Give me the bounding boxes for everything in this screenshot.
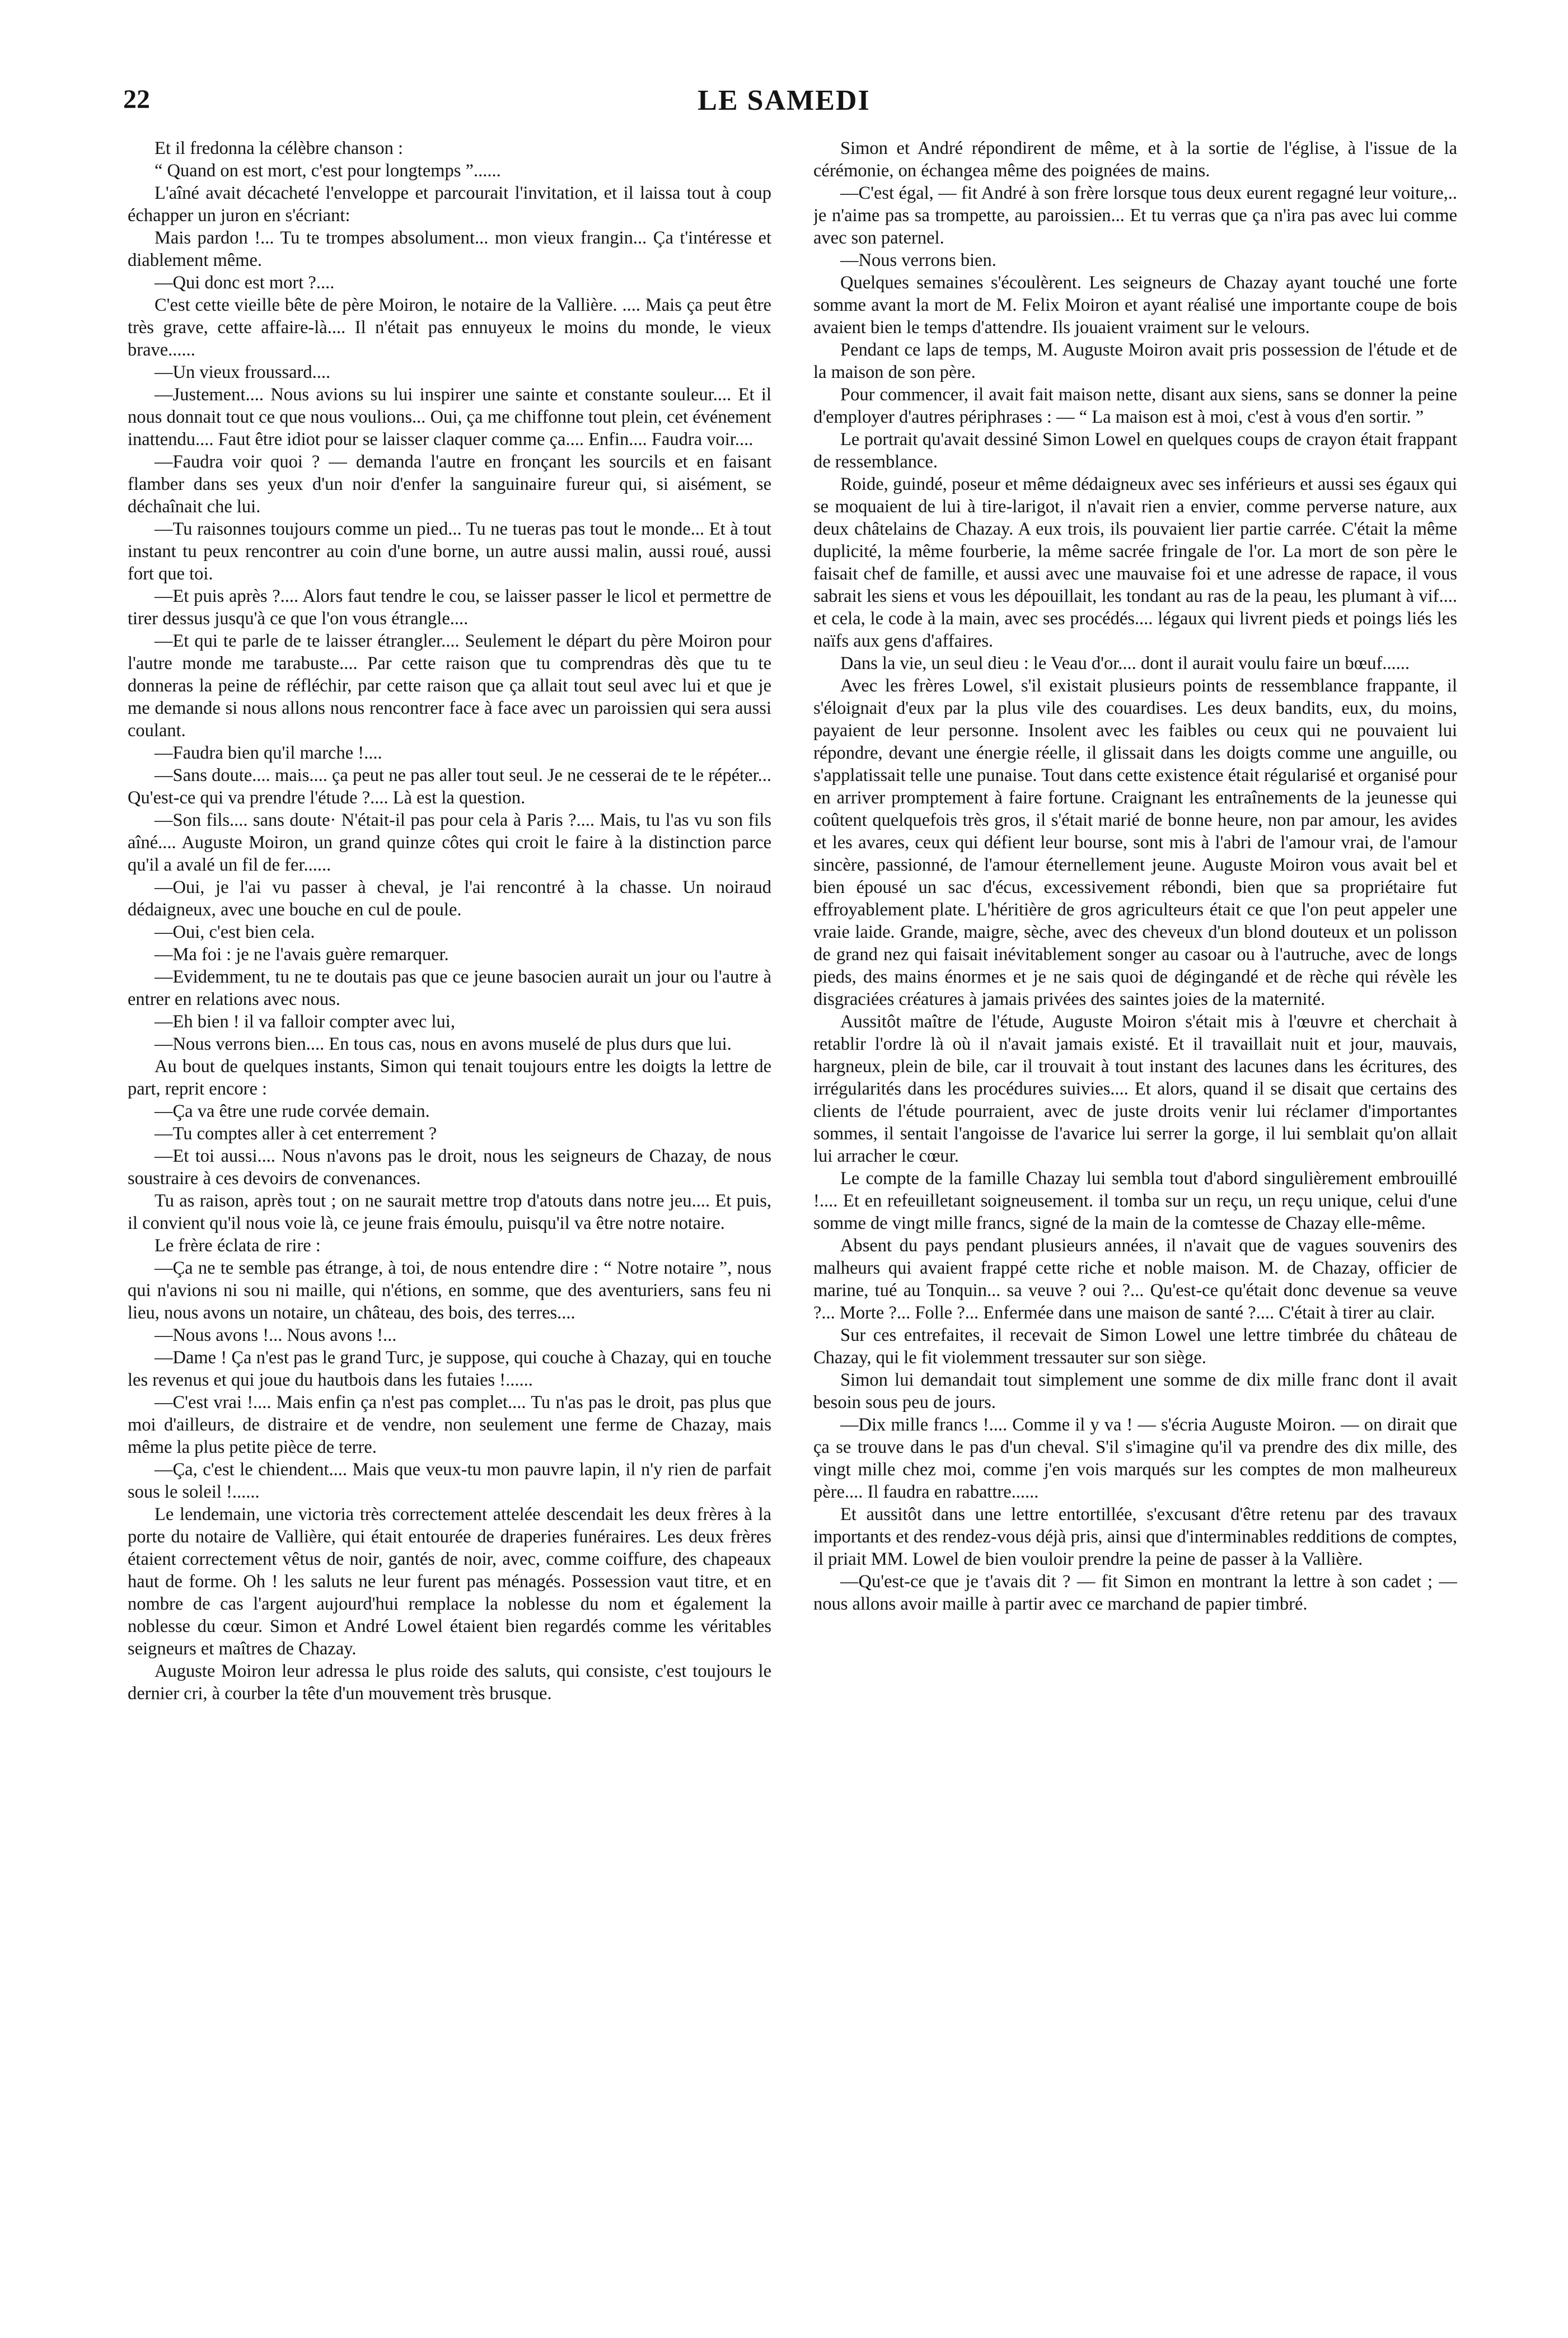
paragraph: Le portrait qu'avait dessiné Simon Lowel en quelques coups de crayon était frappant de ressemblance. [813,429,1457,472]
paragraph: Le lendemain, une victoria très correctement attelée descendait les deux frères à la porte du notaire de Vallière, qui était entourée de draperies funéraires. Les deux frères étaient correctement vêtus de noir, gantés de noir, avec, comme coiffure, des chapeaux haut de forme. Oh ! les saluts ne leur furent pas ménagés. Possession vaut titre, et en nombre de cas l'argent aujourd'hui remplace la noblesse du nom et également la noblesse du cœur. Simon et André Lowel étaient bien regardés comme les véritables seigneurs et maîtres de Chazay. [128,1504,771,1659]
paragraph: —Et qui te parle de te laisser étrangler.... Seulement le départ du père Moiron pour l'autre monde me tarabuste.... Par cette raison que tu comprendras dès que tu te donneras la peine de réfléchir, par cette raison que ça allait tout seul avec lui et que je me demande si nous allons nous rencontrer face à face avec un paroissien qui sera aussi coulant. [128,631,771,741]
paragraph: —Sans doute.... mais.... ça peut ne pas aller tout seul. Je ne cesserai de te le répéter... Qu'est-ce qui va prendre l'étude ?.... Là est la question. [128,765,771,808]
paragraph: —C'est vrai !.... Mais enfin ça n'est pas complet.... Tu n'as pas le droit, pas plus que moi d'ailleurs, de distraire et de vendre, non seulement une ferme de Chazay, mais même la plus petite pièce de terre. [128,1392,771,1457]
paragraph: Au bout de quelques instants, Simon qui tenait toujours entre les doigts la lettre de part, reprit encore : [128,1056,771,1099]
paragraph: Le compte de la famille Chazay lui sembla tout d'abord singulièrement embrouillé !.... Et en refeuilletant soigneusement. il tomba sur un reçu, un reçu unique, celui d'une somme de vingt mille francs, signé de la main de la comtesse de Chazay elle-même. [813,1168,1457,1233]
paragraph: —Nous avons !... Nous avons !... [155,1325,397,1345]
paragraph: —Nous verrons bien.... En tous cas, nous en avons muselé de plus durs que lui. [155,1034,732,1054]
paragraph: —Ma foi : je ne l'avais guère remarquer. [155,944,449,965]
paragraph: —Dix mille francs !.... Comme il y va ! — s'écria Auguste Moiron. — on dirait que ça se trouve dans le pas d'un cheval. S'il s'imagine qu'il va prendre des dix mille, des vingt mille chez moi, comme j'en vois marqués sur les comptes de mon malheureux père.... Il faudra en rabattre...... [813,1415,1457,1502]
paragraph: C'est cette vieille bête de père Moiron, le notaire de la Vallière. .... Mais ça peut être très grave, cette affaire-là.... Il n'était pas ennuyeux le moins du monde, le vieux brave...... [128,295,771,360]
paragraph: —Son fils.... sans doute· N'était-il pas pour cela à Paris ?.... Mais, tu l'as vu son fils aîné.... Auguste Moiron, un grand quinze côtes qui croit le faire à la distinction parce qu'il a avalé un fil de fer...... [128,810,771,875]
paragraph: Dans la vie, un seul dieu : le Veau d'or.... dont il aurait voulu faire un bœuf...... [840,653,1410,674]
paragraph: Auguste Moiron leur adressa le plus roide des saluts, qui consiste, c'est toujours le dernier cri, à courber la tête d'un mouvement très brusque. [128,1661,771,1704]
page-header [0,84,1568,134]
paragraph: —Justement.... Nous avions su lui inspirer une sainte et constante souleur.... Et il nous donnait tout ce que nous voulions... Oui, ça me chiffonne tout plein, cet événement inattendu.... Faut être idiot pour se laisser claquer comme ça.... Enfin.... Faudra voir.... [128,385,771,450]
paragraph: —Qu'est-ce que je t'avais dit ? — fit Simon en montrant la lettre à son cadet ; — nous allons avoir maille à partir avec ce marchand de papier timbré. [813,1572,1457,1614]
journal-title: LE SAMEDI [698,85,870,116]
paragraph: Et il fredonna la célèbre chanson : [155,138,403,158]
paragraph: —Nous verrons bien. [840,250,996,270]
paragraph: —Ça ne te semble pas étrange, à toi, de nous entendre dire : “ Notre notaire ”, nous qui n'avions ni sou ni maille, qui n'étions, en somme, que des aventuriers, sans feu ni lieu, nous avons un notaire, un château, des bois, des terres.... [128,1258,771,1323]
left-text-column [128,137,771,2253]
paragraph: —Un vieux froussard.... [155,362,331,382]
paragraph: —Evidemment, tu ne te doutais pas que ce jeune basocien aurait un jour ou l'autre à entrer en relations avec nous. [128,967,771,1009]
paragraph: Absent du pays pendant plusieurs années, il n'avait que de vagues souvenirs des malheurs qui avaient frappé cette riche et noble maison. M. de Chazay, officier de marine, tué au Tonquin... sa veuve ? oui ?... Qu'est-ce qu'était donc devenue sa veuve ?... Morte ?... Folle ?... Enfermée dans une maison de santé ?.... C'était à tirer au clair. [813,1236,1457,1323]
paragraph: Avec les frères Lowel, s'il existait plusieurs points de ressemblance frappante, il s'éloignait d'eux par la plus vile des couardises. Les deux bandits, eux, du moins, payaient de leur personne. Insolent avec les faibles ou ceux qui ne pouvaient lui répondre, devant une énergie réelle, il glissait dans les doigts comme une anguille, ou s'applatissait telle une punaise. Tout dans cette existence était régularisé et organisé pour en arriver promptement à faire fortune. Craignant les entraînements de la jeunesse qui coûtent quelquefois très gros, il s'était marié de bonne heure, non par amour, les avides et les avares, ceux qui défient leur bourse, sont mis à l'abri de l'amour vrai, de l'amour sincère, passionné, de l'amour éternellement jeune. Auguste Moiron vous avait bel et bien épousé un sac d'écus, excessivement rébondi, bien que sa propriétaire fut effroyablement plate. L'héritière de gros agriculteurs était ce que l'on peut appeler une vraie laide. Grande, maigre, sèche, avec des cheveux d'un blond douteux et un polisson de grand nez qui faisait inévitablement songer au casoar ou à l'autruche, avec de longs pieds, des mains énormes et je ne sais quoi de dégingandé et de rèche qui révèle les disgraciées créatures à jamais privées des saintes joies de la maternité. [813,676,1457,1009]
paragraph: “ Quand on est mort, c'est pour longtemps ”...... [155,161,501,181]
paragraph: Pendant ce laps de temps, M. Auguste Moiron avait pris possession de l'étude et de la maison de son père. [813,340,1457,382]
paragraph: —Tu comptes aller à cet enterrement ? [155,1124,437,1144]
paragraph: L'aîné avait décacheté l'enveloppe et parcourait l'invitation, et il laissa tout à coup échapper un juron en s'écriant: [128,183,771,226]
paragraph: —Ça va être une rude corvée demain. [155,1101,430,1121]
paragraph: —Eh bien ! il va falloir compter avec lui, [155,1012,455,1032]
paragraph: Roide, guindé, poseur et même dédaigneux avec ses inférieurs et aussi ses égaux qui se moquaient de lui à tire-larigot, il n'avait rien a envier, comme perverse nature, aux deux châtelains de Chazay. A eux trois, ils pouvaient lier partie carrée. C'était la même duplicité, la même fourberie, la même sacrée fringale de l'or. La mort de son père le faisait chef de famille, et aussi avec une mauvaise foi et une adresse de rapace, il vous sabrait les siens et vous les dépouillait, les tondant au ras de la peau, les plumant à vif.... et cela, le code à la main, avec ses procédés.... légaux qui livrent pieds et poings liés les naïfs aux gens d'affaires. [813,474,1457,651]
paragraph: Mais pardon !... Tu te trompes absolument... mon vieux frangin... Ça t'intéresse et diablement même. [128,228,771,270]
paragraph: Le frère éclata de rire : [155,1236,321,1256]
paragraph: —Tu raisonnes toujours comme un pied... Tu ne tueras pas tout le monde... Et à tout instant tu peux rencontrer au coin d'une borne, un autre aussi malin, aussi roué, aussi fort que toi. [128,519,771,584]
paragraph: —Dame ! Ça n'est pas le grand Turc, je suppose, qui couche à Chazay, qui en touche les revenus et qui joue du hautbois dans les futaies !...... [128,1348,771,1390]
paragraph: —Faudra bien qu'il marche !.... [155,743,382,763]
paragraph: —Qui donc est mort ?.... [155,273,335,293]
paragraph: —Et toi aussi.... Nous n'avons pas le droit, nous les seigneurs de Chazay, de nous soustraire à ces devoirs de convenances. [128,1146,771,1189]
paragraph: —Et puis après ?.... Alors faut tendre le cou, se laisser passer le licol et permettre de tirer dessus jusqu'à ce que l'on vous étrangle.... [128,586,771,629]
paragraph: —Ça, c'est le chiendent.... Mais que veux-tu mon pauvre lapin, il n'y rien de parfait sous le soleil !...... [128,1460,771,1502]
paragraph: Quelques semaines s'écoulèrent. Les seigneurs de Chazay ayant touché une forte somme avant la mort de M. Felix Moiron et ayant réalisé une importante coupe de bois avaient bien le temps d'attendre. Ils jouaient vraiment sur le velours. [813,273,1457,338]
paragraph: —C'est égal, — fit André à son frère lorsque tous deux eurent regagné leur voiture,.. je n'aime pas sa trompette, au paroissien... Et tu verras que ça n'ira pas avec lui comme avec son paternel. [813,183,1457,248]
paragraph: Et aussitôt dans une lettre entortillée, s'excusant d'être retenu par des travaux importants et des rendez-vous déjà pris, ainsi que d'interminables redditions de comptes, il priait MM. Lowel de bien vouloir prendre la peine de passer à la Vallière. [813,1504,1457,1569]
paragraph: Aussitôt maître de l'étude, Auguste Moiron s'était mis à l'œuvre et cherchait à retablir l'ordre là où il n'avait jamais existé. Et il travaillait nuit et jour, mauvais, hargneux, plein de bile, car il trouvait à tout instant des lacunes dans les écritures, des irrégularités dans les procédures suivies.... Et alors, quand il se disait que certains des clients de l'étude pourraient, avec de juste droits venir lui réclamer d'importantes sommes, il sentait l'angoisse de l'avarice lui serrer la gorge, il lui semblait qu'on allait lui arracher le cœur. [813,1012,1457,1166]
page-number: 22 [123,85,150,114]
paragraph: —Faudra voir quoi ? — demanda l'autre en fronçant les sourcils et en faisant flamber dans ses yeux d'un noir d'enfer la sanguinaire fureur qui, si aisément, se déchaînait che lui. [128,452,771,517]
paragraph: Tu as raison, après tout ; on ne saurait mettre trop d'atouts dans notre jeu.... Et puis, il convient qu'il nous voie là, ce jeune frais émoulu, puisqu'il va être notre notaire. [128,1191,771,1233]
paragraph: —Oui, c'est bien cela. [155,922,315,942]
paragraph: Pour commencer, il avait fait maison nette, disant aux siens, sans se donner la peine d'employer d'autres périphrases : — “ La maison est à moi, c'est à vous d'en sortir. ” [813,385,1457,427]
paragraph: Simon lui demandait tout simplement une somme de dix mille franc dont il avait besoin sous peu de jours. [813,1370,1457,1413]
paragraph: Sur ces entrefaites, il recevait de Simon Lowel une lettre timbrée du château de Chazay, qui le fit violemment tressauter sur son siège. [813,1325,1457,1368]
right-text-column [813,137,1457,2253]
paragraph: —Oui, je l'ai vu passer à cheval, je l'ai rencontré à la chasse. Un noiraud dédaigneux, avec une bouche en cul de poule. [128,877,771,920]
paragraph: Simon et André répondirent de même, et à la sortie de l'église, à l'issue de la cérémonie, on échangea même des poignées de mains. [813,138,1457,181]
